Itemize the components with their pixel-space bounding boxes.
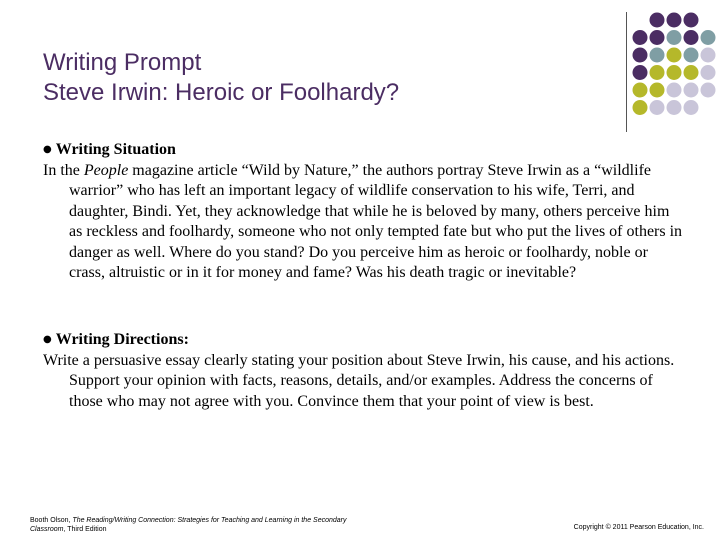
slide-title (43, 48, 399, 108)
decorative-dot (667, 13, 682, 28)
decorative-dot (667, 65, 682, 80)
bullet-icon: ● (43, 144, 52, 155)
decorative-dot (667, 100, 682, 115)
decorative-dot (684, 13, 699, 28)
directions-paragraph: Write a persuasive essay clearly stating your position about Steve Irwin, his cause, and his actions. Support your opinion with facts, reasons, details, and/or examples. Address the concerns of those who may not agree with you. Convince them that your point of view is best. (43, 351, 675, 410)
title-line-2: Steve Irwin: Heroic or Foolhardy? (43, 79, 400, 106)
bullet-icon: ● (43, 334, 52, 345)
writing-directions-section (43, 330, 683, 412)
decorative-dot (684, 65, 699, 80)
decorative-dot (701, 48, 716, 63)
decorative-dot (650, 65, 665, 80)
decorative-dot (701, 83, 716, 98)
magazine-title: People (83, 161, 129, 179)
decorative-dot-grid (630, 10, 720, 120)
copyright: Copyright © 2011 Pearson Education, Inc. (573, 524, 704, 531)
directions-heading: Writing Directions: (55, 331, 189, 348)
decorative-dot (684, 30, 699, 45)
decorative-dot (633, 100, 648, 115)
decorative-dot (684, 100, 699, 115)
decorative-dot (684, 83, 699, 98)
decorative-divider (626, 12, 627, 132)
decorative-dot (650, 48, 665, 63)
title-line-1: Writing Prompt (43, 49, 202, 76)
decorative-dot (633, 48, 648, 63)
decorative-dot (633, 65, 648, 80)
decorative-dot (701, 30, 716, 45)
decorative-dot (650, 83, 665, 98)
citation: Booth Olson, The Reading/Writing Connection: Strategies for Teaching and Learning in the Secondary Classroom, Third Edition (30, 517, 347, 533)
decorative-dot (667, 30, 682, 45)
situation-heading: Writing Situation (55, 141, 176, 158)
decorative-dot (684, 48, 699, 63)
situation-paragraph: In the People magazine article “Wild by Nature,” the authors portray Steve Irwin as a “wildlife warrior” who has left an important legacy of wildlife conservation to his wife, Terri, and daughter, Bindi. Yet, they acknowledge that while he is beloved by many, others perceive him as reckless and foolhardy, someone who not only tempted fate but who put the lives of others in danger as well. Where do you stand? Do you perceive him as heroic or foolhardy, noble or crass, altruistic or in it for money and fame? Was his death tragic or inevitable? (43, 161, 683, 281)
writing-situation-section (43, 140, 683, 284)
decorative-dot (633, 83, 648, 98)
decorative-dot (667, 83, 682, 98)
decorative-dot (650, 13, 665, 28)
decorative-dot (650, 100, 665, 115)
decorative-dot (667, 48, 682, 63)
decorative-dot (650, 30, 665, 45)
decorative-dot (633, 30, 648, 45)
decorative-dot (701, 65, 716, 80)
